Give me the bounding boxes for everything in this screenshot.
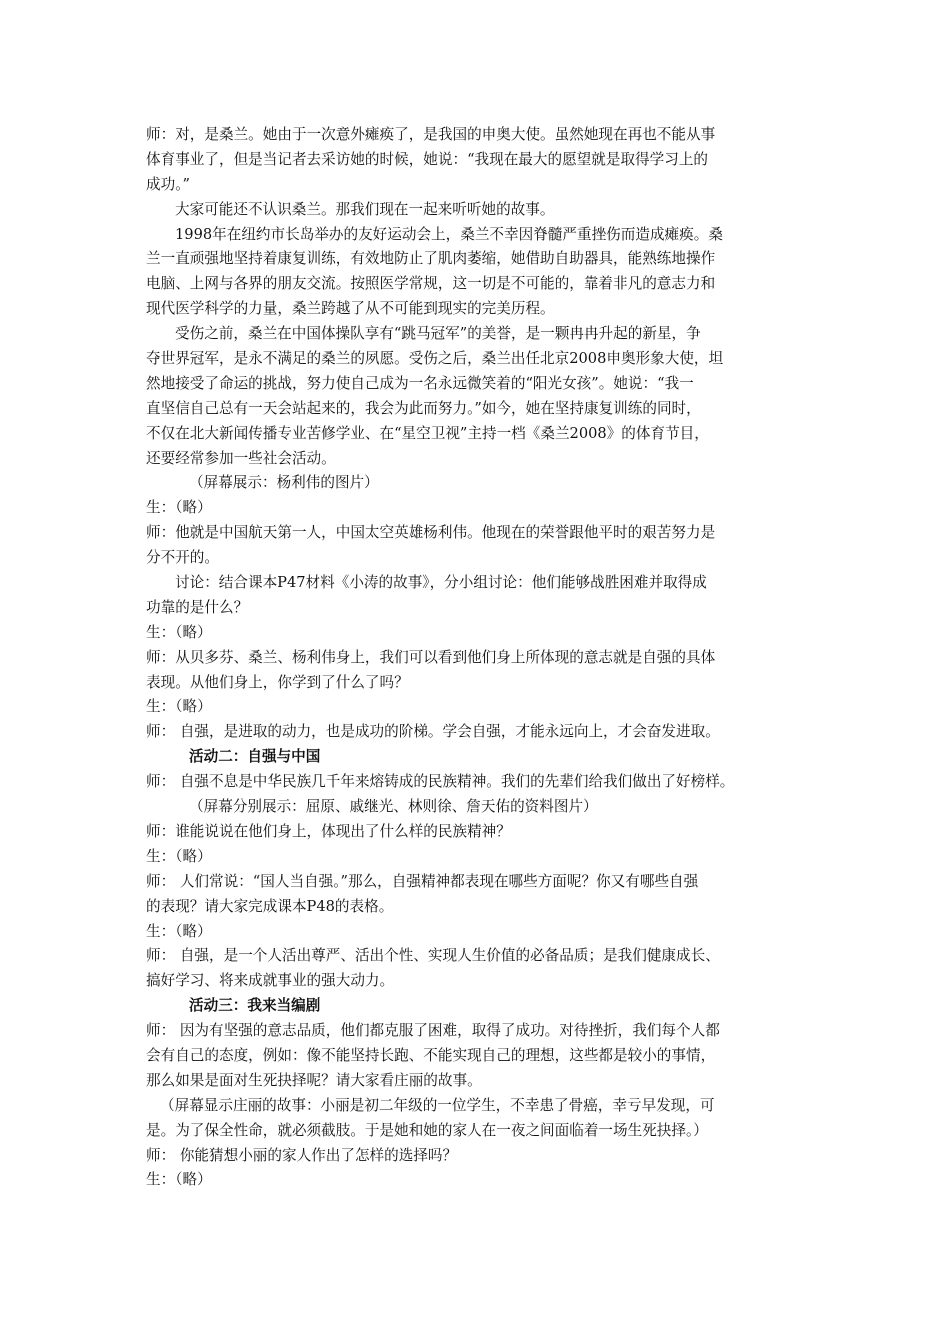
text-line: 那么如果是面对生死抉择呢？请大家看庄丽的故事。 bbox=[146, 1071, 482, 1089]
text-line: 大家可能还不认识桑兰。那我们现在一起来听听她的故事。 bbox=[175, 200, 555, 218]
text-line: 搞好学习、将来成就事业的强大动力。 bbox=[146, 972, 395, 990]
text-line: 师： 人们常说：“国人当自强。”那么，自强精神都表现在哪些方面呢？你又有哪些自强 bbox=[146, 872, 699, 890]
text-line: （屏幕展示：杨利伟的图片） bbox=[189, 474, 379, 492]
text-line: 师：对，是桑兰。她由于一次意外瘫痪了，是我国的申奥大使。虽然她现在再也不能从事 bbox=[146, 126, 716, 143]
text-line: 生：（略） bbox=[146, 623, 212, 641]
text-line: 夺世界冠军，是永不满足的桑兰的夙愿。受伤之后，桑兰出任北京2008申奥形象大使，坦 bbox=[146, 350, 724, 368]
text-line: 师： 自强，是进取的动力，也是成功的阶梯。学会自强，才能永远向上，才会奋发进取。 bbox=[146, 723, 720, 741]
text-line: 直坚信自己总有一天会站起来的，我会为此而努力。”如今，她在坚持康复训练的同时， bbox=[146, 399, 701, 417]
text-line: 体育事业了，但是当记者去采访她的时候，她说：“我现在最大的愿望就是取得学习上的 bbox=[146, 150, 709, 168]
text-line: 师： 因为有坚强的意志品质，他们都克服了困难，取得了成功。对待挫折，我们每个人都 bbox=[146, 1022, 720, 1040]
text-line: 生：（略） bbox=[146, 847, 212, 865]
text-line: 然地接受了命运的挑战，努力使自己成为一名永远微笑着的“阳光女孩”。她说：“我一 bbox=[146, 374, 694, 392]
text-line: 生：（略） bbox=[146, 698, 212, 716]
text-line: 生：（略） bbox=[146, 1171, 212, 1189]
text-line: 是。为了保全性命，就必须截肢。于是她和她的家人在一夜之间面临着一场生死抉择。） bbox=[146, 1121, 708, 1139]
text-line: 师：从贝多芬、桑兰、杨利伟身上，我们可以看到他们身上所体现的意志就是自强的具体 bbox=[146, 648, 716, 666]
text-line: （屏幕显示庄丽的故事：小丽是初二年级的一位学生，不幸患了骨癌，幸亏早发现，可 bbox=[160, 1096, 715, 1114]
text-line: 电脑、上网与各界的朋友交流。按照医学常规，这一切是不可能的，靠着非凡的意志力和 bbox=[146, 275, 716, 293]
text-line: 师：谁能说说在他们身上，体现出了什么样的民族精神？ bbox=[146, 822, 511, 840]
text-line: 师： 自强，是一个人活出尊严、活出个性、实现人生价值的必备品质；是我们健康成长、 bbox=[146, 947, 720, 965]
text-line: 表现。从他们身上，你学到了什么了吗？ bbox=[146, 673, 409, 691]
text-line: 生：（略） bbox=[146, 922, 212, 940]
text-line: （屏幕分别展示：屈原、戚继光、林则徐、詹天佑的资料图片） bbox=[189, 798, 598, 816]
text-line: 不仅在北大新闻传播专业苦修学业、在“星空卫视”主持一档《桑兰2008》的体育节目， bbox=[146, 424, 709, 442]
text-line: 会有自己的态度，例如：像不能坚持长跑、不能实现自己的理想，这些都是较小的事情， bbox=[146, 1046, 716, 1064]
text-line: 分不开的。 bbox=[146, 549, 219, 567]
document-page bbox=[146, 123, 826, 1193]
text-line: 师： 你能猜想小丽的家人作出了怎样的选择吗？ bbox=[146, 1146, 458, 1164]
text-line: 还要经常参加一些社会活动。 bbox=[146, 449, 336, 467]
text-line: 现代医学科学的力量，桑兰跨越了从不可能到现实的完美历程。 bbox=[146, 300, 555, 318]
text-line: 兰一直顽强地坚持着康复训练，有效地防止了肌肉萎缩，她借助自助器具，能熟练地操作 bbox=[146, 250, 716, 268]
text-line: 的表现？请大家完成课本P48的表格。 bbox=[146, 897, 394, 915]
text-line: 师： 自强不息是中华民族几千年来熔铸成的民族精神。我们的先辈们给我们做出了好榜样。 bbox=[146, 773, 735, 791]
text-line: 成功。” bbox=[146, 175, 190, 193]
text-line: 受伤之前，桑兰在中国体操队享有“跳马冠军”的美誉，是一颗冉冉升起的新星，争 bbox=[175, 325, 701, 343]
text-line: 师：他就是中国航天第一人，中国太空英雄杨利伟。他现在的荣誉跟他平时的艰苦努力是 bbox=[146, 524, 716, 542]
text-line: 功靠的是什么？ bbox=[146, 598, 249, 616]
text-line: 1998年在纽约市长岛举办的友好运动会上，桑兰不幸因脊髓严重挫伤而造成瘫痪。桑 bbox=[175, 225, 723, 243]
section-heading: 活动二：自强与中国 bbox=[189, 748, 321, 766]
text-line: 生：（略） bbox=[146, 499, 212, 517]
text-line: 讨论：结合课本P47材料《小涛的故事》，分小组讨论：他们能够战胜困难并取得成 bbox=[175, 574, 707, 592]
section-heading: 活动三：我来当编剧 bbox=[189, 997, 321, 1015]
